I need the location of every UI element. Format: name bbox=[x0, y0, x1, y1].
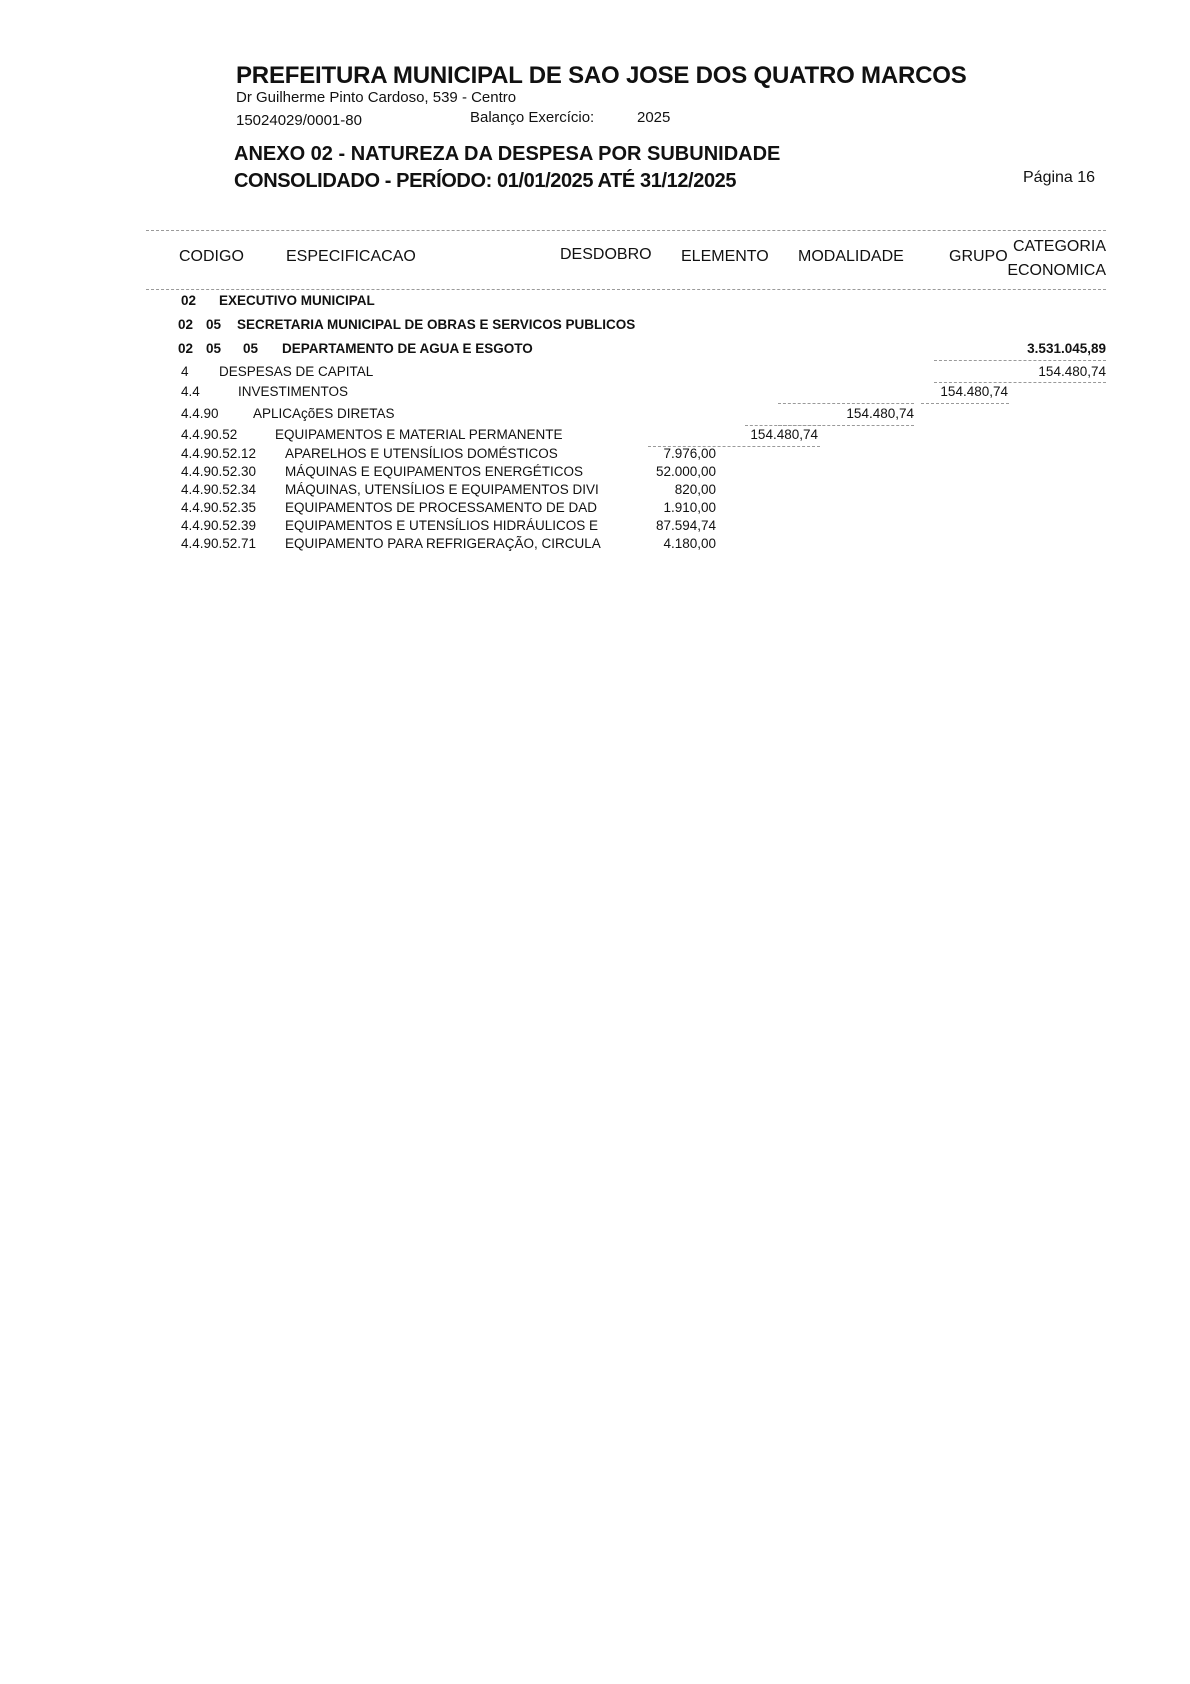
unidade-code2: 05 bbox=[206, 317, 222, 332]
desdobro-value: 87.594,74 bbox=[655, 518, 716, 533]
desdobro-code: 4.4.90.52.71 bbox=[181, 536, 257, 551]
desdobro-code: 4.4.90.52.39 bbox=[181, 518, 257, 533]
grupo-code: 4.4 bbox=[181, 384, 200, 399]
desdobro-code: 4.4.90.52.30 bbox=[181, 464, 257, 479]
col-categoria-line2: ECONOMICA bbox=[1007, 262, 1106, 279]
desdobro-value: 4.180,00 bbox=[663, 536, 716, 551]
desdobro-value: 1.910,00 bbox=[663, 500, 716, 515]
col-grupo: GRUPO bbox=[949, 248, 1008, 265]
desdobro-value: 820,00 bbox=[674, 482, 716, 497]
desdobro-name: EQUIPAMENTOS E UTENSÍLIOS HIDRÁULICOS E bbox=[285, 518, 599, 533]
col-elemento: ELEMENTO bbox=[681, 248, 769, 265]
unidade-name: SECRETARIA MUNICIPAL DE OBRAS E SERVICOS PUBLICOS bbox=[237, 317, 636, 332]
subunidade-total: 3.531.045,89 bbox=[1027, 341, 1106, 356]
elemento-divider-top bbox=[745, 425, 821, 426]
categoria-divider-bottom bbox=[934, 382, 1106, 383]
annex-title: ANEXO 02 - NATUREZA DA DESPESA POR SUBUNIDADE bbox=[234, 143, 781, 165]
grupo-divider bbox=[921, 403, 1009, 404]
grupo-value: 154.480,74 bbox=[940, 384, 1008, 399]
subunidade-code2: 05 bbox=[206, 341, 222, 356]
col-modalidade: MODALIDADE bbox=[798, 248, 904, 265]
grupo-name: INVESTIMENTOS bbox=[238, 384, 349, 399]
categoria-code: 4 bbox=[181, 364, 189, 379]
desdobro-code: 4.4.90.52.12 bbox=[181, 446, 257, 461]
desdobro-name: MÁQUINAS, UTENSÍLIOS E EQUIPAMENTOS DIVI bbox=[285, 482, 599, 497]
elemento-code: 4.4.90.52 bbox=[181, 427, 238, 442]
desdobro-value: 52.000,00 bbox=[655, 464, 716, 479]
col-categoria-line1: CATEGORIA bbox=[1012, 238, 1106, 255]
cnpj: 15024029/0001-80 bbox=[236, 112, 362, 129]
modalidade-divider-top bbox=[778, 403, 914, 404]
period-title: CONSOLIDADO - PERÍODO: 01/01/2025 ATÉ 31/12/2025 bbox=[234, 170, 737, 192]
categoria-value: 154.480,74 bbox=[1038, 364, 1106, 379]
modalidade-value: 154.480,74 bbox=[846, 406, 914, 421]
desdobro-code: 4.4.90.52.34 bbox=[181, 482, 257, 497]
col-desdobro: DESDOBRO bbox=[560, 246, 652, 263]
address: Dr Guilherme Pinto Cardoso, 539 - Centro bbox=[236, 89, 517, 106]
orgao-code: 02 bbox=[181, 293, 197, 308]
desdobro-name: APARELHOS E UTENSÍLIOS DOMÉSTICOS bbox=[285, 446, 558, 461]
modalidade-name: APLICAçõES DIRETAS bbox=[253, 406, 395, 421]
subunidade-code1: 02 bbox=[178, 341, 194, 356]
desdobro-name: EQUIPAMENTO PARA REFRIGERAÇÃO, CIRCULA bbox=[285, 536, 601, 551]
elemento-name: EQUIPAMENTOS E MATERIAL PERMANENTE bbox=[275, 427, 563, 442]
orgao-name: EXECUTIVO MUNICIPAL bbox=[219, 293, 375, 308]
header-bottom-divider bbox=[146, 289, 1106, 290]
col-codigo: CODIGO bbox=[179, 248, 244, 265]
col-especificacao: ESPECIFICACAO bbox=[286, 248, 416, 265]
header-top-divider bbox=[146, 230, 1106, 231]
municipality-title: PREFEITURA MUNICIPAL DE SAO JOSE DOS QUATRO MARCOS bbox=[236, 62, 967, 89]
desdobro-value: 7.976,00 bbox=[663, 446, 716, 461]
exercise-year: 2025 bbox=[637, 109, 671, 126]
modalidade-code: 4.4.90 bbox=[181, 406, 219, 421]
exercise-label: Balanço Exercício: bbox=[470, 109, 595, 126]
desdobro-name: EQUIPAMENTOS DE PROCESSAMENTO DE DAD bbox=[285, 500, 598, 515]
desdobro-name: MÁQUINAS E EQUIPAMENTOS ENERGÉTICOS bbox=[285, 464, 584, 479]
unidade-code1: 02 bbox=[178, 317, 194, 332]
subunidade-name: DEPARTAMENTO DE AGUA E ESGOTO bbox=[282, 341, 533, 356]
categoria-name: DESPESAS DE CAPITAL bbox=[219, 364, 374, 379]
desdobro-code: 4.4.90.52.35 bbox=[181, 500, 257, 515]
elemento-value: 154.480,74 bbox=[750, 427, 818, 442]
subunidade-code3: 05 bbox=[243, 341, 259, 356]
page-number: Página 16 bbox=[1023, 169, 1096, 186]
categoria-divider bbox=[934, 360, 1106, 361]
